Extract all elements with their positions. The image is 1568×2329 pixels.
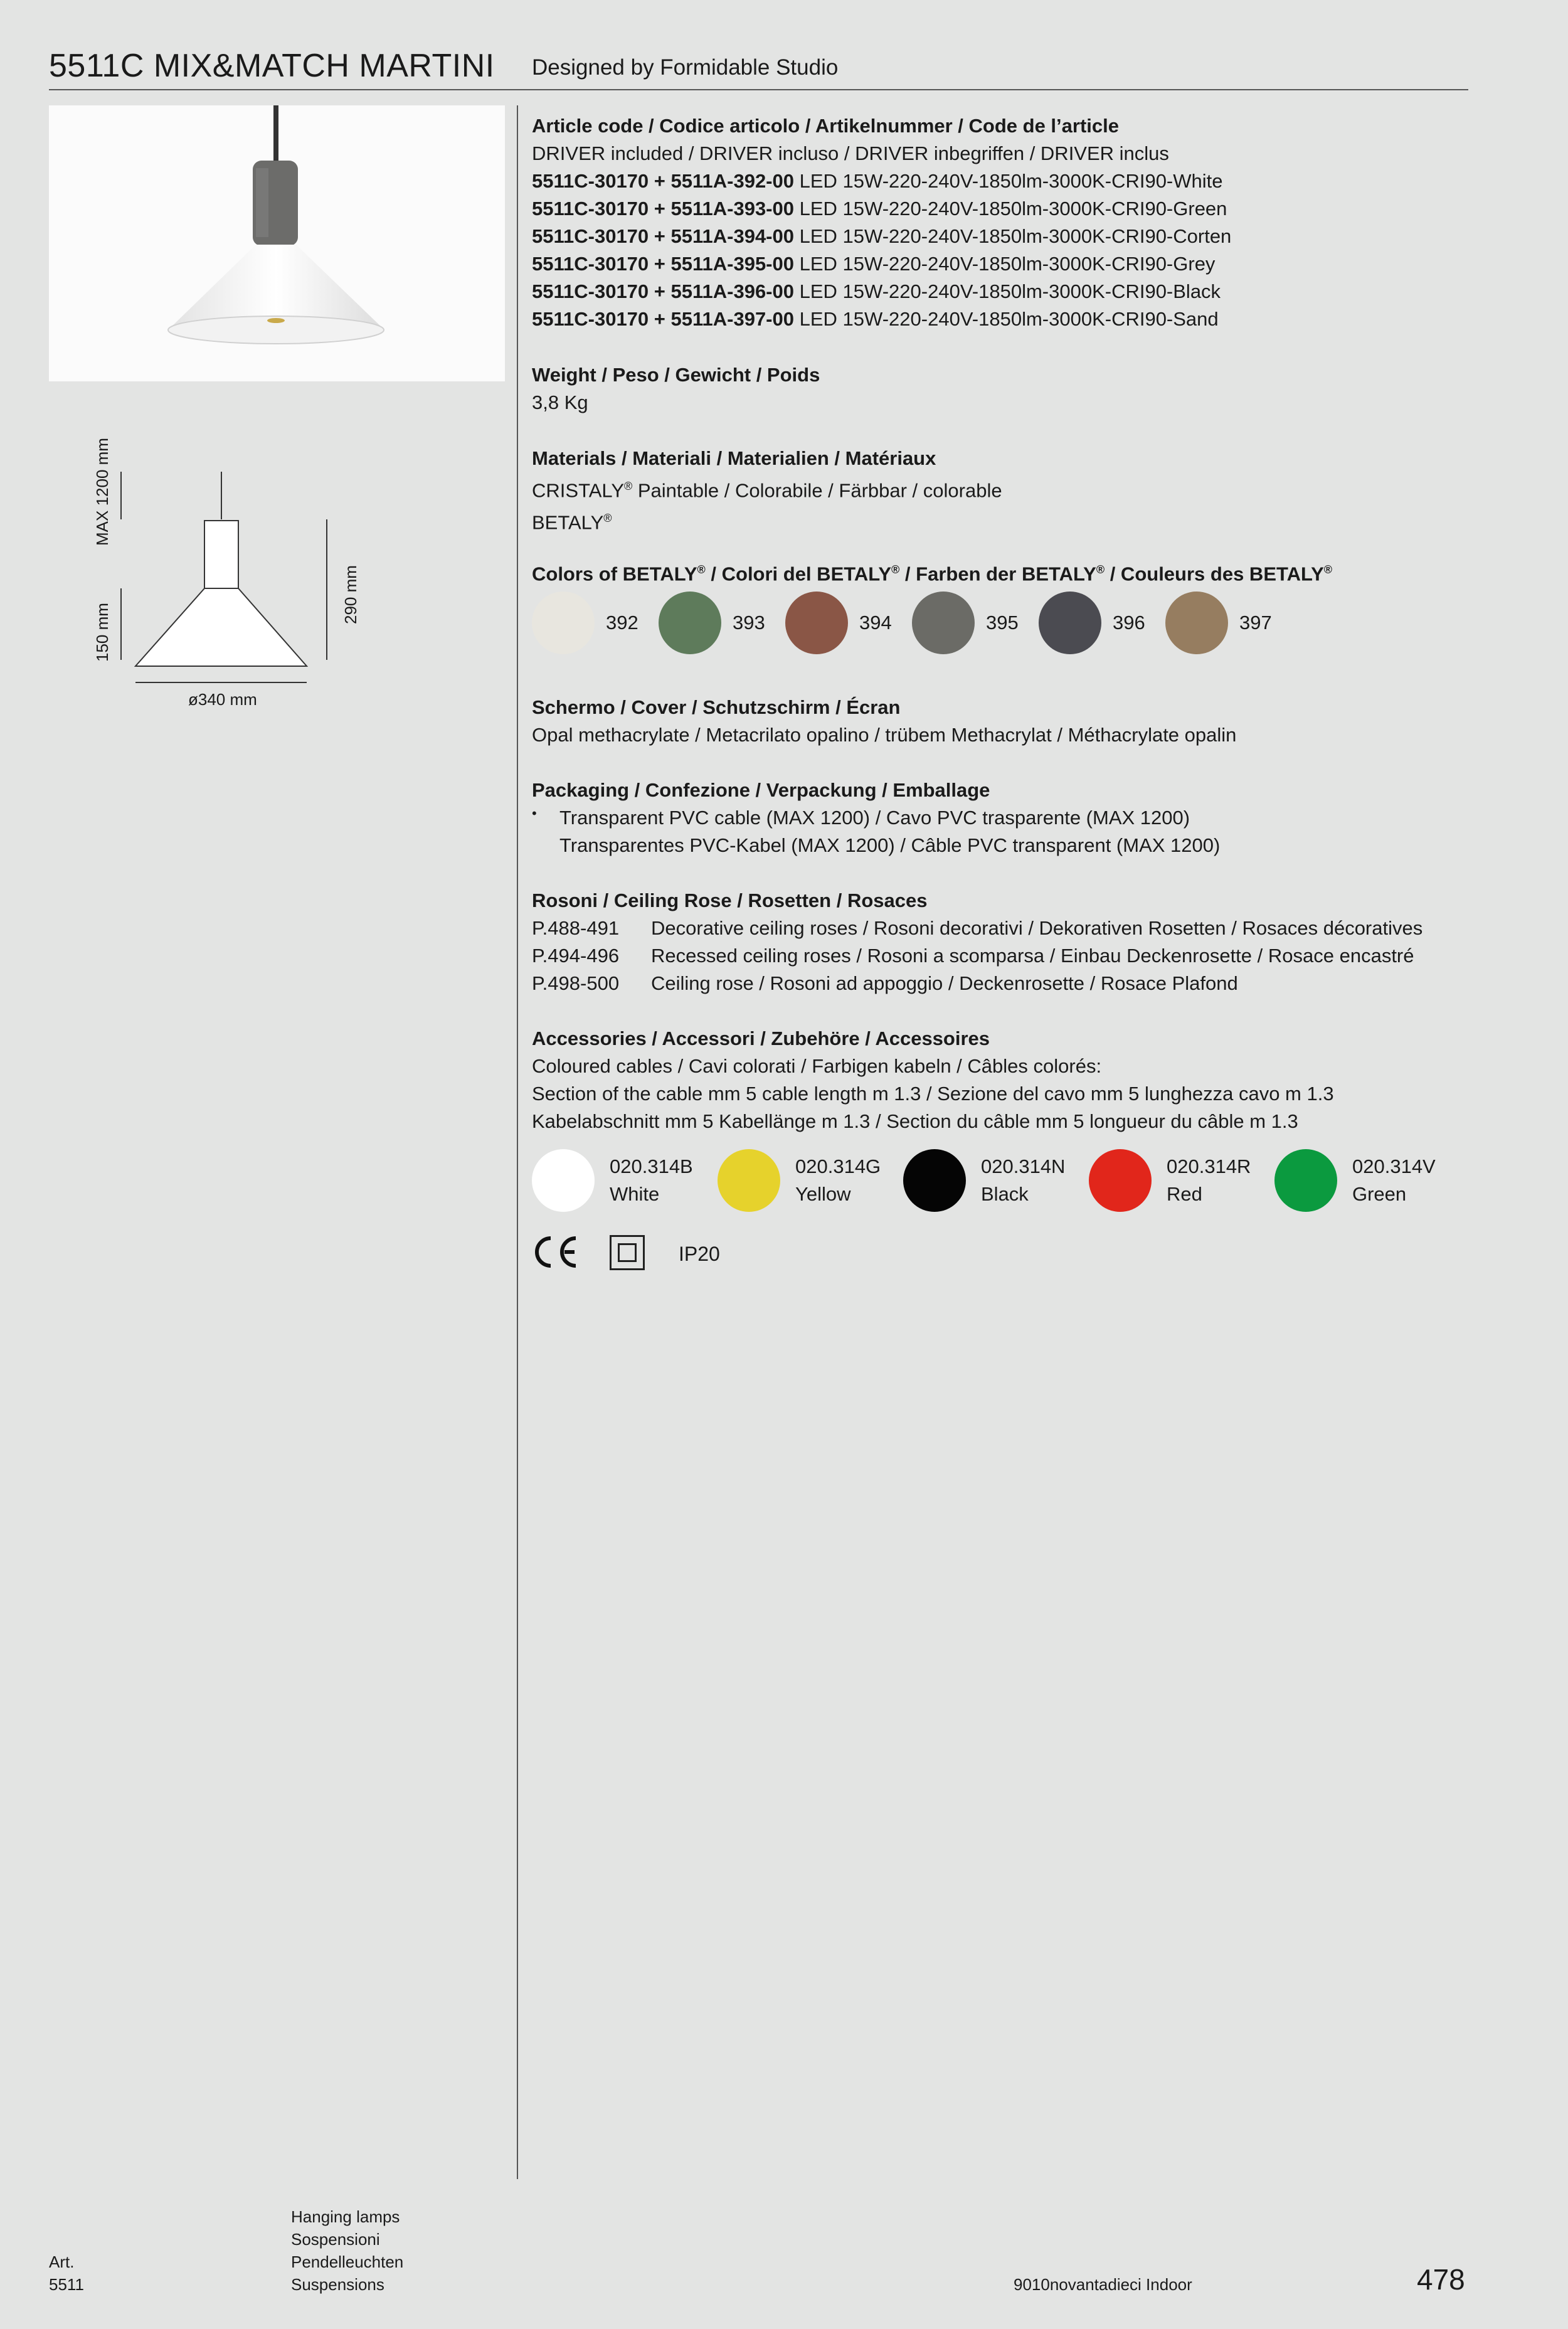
screen-value: Opal methacrylate / Metacrilato opalino / trübem Methacrylat / Méthacrylate opalin (532, 724, 1237, 746)
swatch-code: 393 (733, 612, 765, 634)
ce-mark-icon (532, 1234, 580, 1273)
swatch-dot (912, 592, 975, 654)
article-row (532, 167, 1535, 195)
category-list (291, 2205, 403, 2296)
color-swatch-row (532, 592, 1292, 654)
article-code: 5511C-30170 + 5511A-393-00 (532, 198, 794, 220)
article-spec: LED 15W-220-240V-1850lm-3000K-CRI90-White (799, 170, 1223, 192)
article-spec: LED 15W-220-240V-1850lm-3000K-CRI90-Green (799, 198, 1227, 220)
article-code: 5511C-30170 + 5511A-396-00 (532, 280, 794, 302)
article-row (532, 195, 1535, 223)
screen-section (532, 694, 1535, 749)
header-divider (49, 89, 1468, 90)
cable-name: Black (981, 1183, 1029, 1205)
material-betaly: BETALY® (532, 511, 612, 534)
screen-heading: Schermo / Cover / Schutzschirm / Écran (532, 696, 901, 718)
rose-row (532, 942, 1535, 970)
article-row (532, 305, 1535, 333)
weight-value: 3,8 Kg (532, 391, 588, 413)
pendant-lamp-illustration (49, 105, 505, 381)
driver-note: DRIVER included / DRIVER incluso / DRIVER inbegriffen / DRIVER inclus (532, 142, 1169, 164)
swatch-dot (659, 592, 721, 654)
art-number: 5511 (49, 2275, 84, 2294)
cable-code: 020.314V (1352, 1155, 1436, 1177)
color-swatch (532, 592, 646, 654)
weight-heading: Weight / Peso / Gewicht / Poids (532, 364, 820, 386)
rose-page: P.488-491 (532, 917, 620, 939)
rose-text: Decorative ceiling roses / Rosoni decorativi / Dekorativen Rosetten / Rosaces décoratives (651, 917, 1423, 939)
article-row (532, 250, 1535, 278)
color-swatch (785, 592, 899, 654)
cable-code: 020.314G (795, 1155, 881, 1177)
materials-section (532, 445, 1535, 537)
article-code: 5511C-30170 + 5511A-397-00 (532, 308, 794, 330)
swatch-code: 394 (859, 612, 892, 634)
ip-rating: IP20 (679, 1243, 720, 1265)
cable-swatch-row (532, 1149, 1460, 1212)
colors-section (532, 556, 1535, 588)
double-insulation-icon (610, 1235, 645, 1270)
colors-heading: Colors of BETALY® / Colori del BETALY® / Farben der BETALY® / Couleurs des BETALY® (532, 563, 1333, 585)
packaging-section (532, 777, 1535, 859)
swatch-dot (1165, 592, 1228, 654)
rose-page: P.498-500 (532, 972, 620, 994)
cable-option (1274, 1149, 1460, 1212)
cable-code: 020.314R (1167, 1155, 1251, 1177)
color-swatch (1165, 592, 1279, 654)
article-code: 5511C-30170 + 5511A-392-00 (532, 170, 794, 192)
article-spec: LED 15W-220-240V-1850lm-3000K-CRI90-Corten (799, 225, 1232, 247)
cable-code: 020.314N (981, 1155, 1066, 1177)
article-spec: LED 15W-220-240V-1850lm-3000K-CRI90-Black (799, 280, 1221, 302)
rose-row (532, 915, 1535, 942)
category-line: Suspensions (291, 2275, 384, 2294)
column-divider (517, 105, 518, 2179)
bullet-marker: • (532, 805, 537, 821)
article-row (532, 223, 1535, 250)
article-code: 5511C-30170 + 5511A-394-00 (532, 225, 794, 247)
cable-dot (1089, 1149, 1152, 1212)
swatch-code: 397 (1239, 612, 1272, 634)
material-cristaly: CRISTALY® Paintable / Colorabile / Färbbar / colorable (532, 479, 1002, 502)
art-label: Art. (49, 2252, 75, 2271)
article-code: 5511C-30170 + 5511A-395-00 (532, 253, 794, 275)
category-line: Hanging lamps (291, 2207, 400, 2226)
diameter-label: ø340 mm (188, 690, 257, 709)
rose-page: P.494-496 (532, 945, 620, 967)
materials-heading: Materials / Materiali / Materialien / Matériaux (532, 447, 936, 469)
cable-name: White (610, 1183, 660, 1205)
color-swatch (912, 592, 1026, 654)
rose-text: Ceiling rose / Rosoni ad appoggio / Deckenrosette / Rosace Plafond (651, 972, 1238, 994)
cable-dot (903, 1149, 966, 1212)
cable-dot (718, 1149, 780, 1212)
article-section (532, 112, 1535, 333)
cable-name: Yellow (795, 1183, 851, 1205)
swatch-dot (532, 592, 595, 654)
packaging-line: Transparent PVC cable (MAX 1200) / Cavo PVC trasparente (MAX 1200) (559, 807, 1190, 829)
cable-dot (532, 1149, 595, 1212)
cable-name: Red (1167, 1183, 1202, 1205)
category-line: Pendelleuchten (291, 2252, 404, 2271)
max-cable-length-label: MAX 1200 mm (93, 438, 112, 546)
cable-dot (1274, 1149, 1337, 1212)
article-spec: LED 15W-220-240V-1850lm-3000K-CRI90-Sand (799, 308, 1219, 330)
weight-section (532, 361, 1535, 416)
rose-text: Recessed ceiling roses / Rosoni a scomparsa / Einbau Deckenrosette / Rosace encastré (651, 945, 1414, 967)
swatch-dot (1039, 592, 1101, 654)
packaging-item (532, 804, 1535, 859)
swatch-code: 396 (1113, 612, 1145, 634)
roses-section (532, 887, 1535, 997)
article-row (532, 278, 1535, 305)
accessories-line: Section of the cable mm 5 cable length m 1.3 / Sezione del cavo mm 5 lunghezza cavo m 1.3 (532, 1083, 1334, 1105)
packaging-heading: Packaging / Confezione / Verpackung / Emballage (532, 779, 990, 801)
cable-option (532, 1149, 718, 1212)
roses-heading: Rosoni / Ceiling Rose / Rosetten / Rosaces (532, 889, 928, 911)
cable-option (903, 1149, 1089, 1212)
cable-name: Green (1352, 1183, 1407, 1205)
cable-code: 020.314B (610, 1155, 693, 1177)
packaging-line: Transparentes PVC-Kabel (MAX 1200) / Câble PVC transparent (MAX 1200) (559, 834, 1221, 856)
accessories-line: Kabelabschnitt mm 5 Kabellänge m 1.3 / Section du câble mm 5 longueur du câble m 1.3 (532, 1110, 1298, 1132)
swatch-code: 395 (986, 612, 1019, 634)
cable-option (1089, 1149, 1274, 1212)
color-swatch (1039, 592, 1153, 654)
accessories-line: Coloured cables / Cavi colorati / Farbigen kabeln / Câbles colorés: (532, 1055, 1102, 1077)
total-height-label: 290 mm (341, 565, 360, 624)
page-title: 5511C MIX&MATCH MARTINI (49, 48, 495, 84)
accessories-section (532, 1025, 1535, 1135)
category-line: Sospensioni (291, 2230, 380, 2249)
article-spec: LED 15W-220-240V-1850lm-3000K-CRI90-Grey (799, 253, 1216, 275)
color-swatch (659, 592, 773, 654)
article-ref (49, 2251, 84, 2296)
designer-credit: Designed by Formidable Studio (532, 55, 839, 80)
rose-row (532, 970, 1535, 997)
swatch-code: 392 (606, 612, 638, 634)
cable-option (718, 1149, 903, 1212)
swatch-dot (785, 592, 848, 654)
article-heading: Article code / Codice articolo / Artikelnummer / Code de l’article (532, 115, 1119, 137)
brand-footer: 9010novantadieci Indoor (1014, 2275, 1192, 2294)
accessories-heading: Accessories / Accessori / Zubehöre / Accessoires (532, 1027, 990, 1049)
page-number: 478 (1417, 2263, 1465, 2296)
product-photo (49, 105, 505, 381)
body-height-label: 150 mm (93, 603, 112, 662)
